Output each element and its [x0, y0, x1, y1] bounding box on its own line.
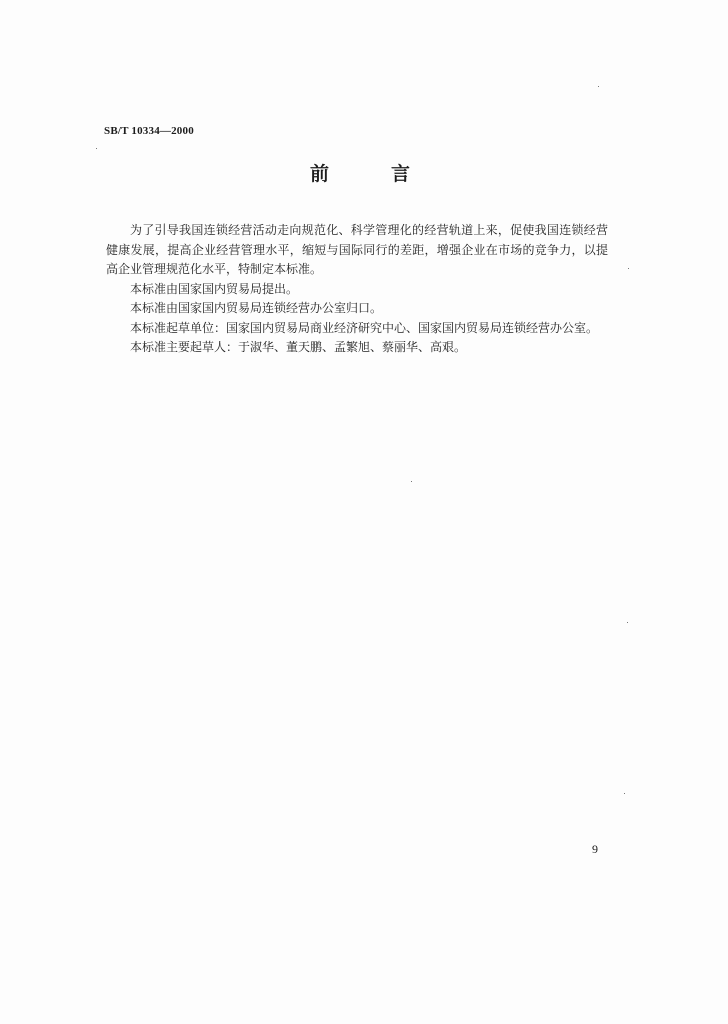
scan-speck	[96, 148, 97, 149]
scan-speck	[624, 793, 625, 794]
scan-speck	[627, 622, 628, 623]
standard-code: SB/T 10334—2000	[104, 125, 194, 137]
scan-speck	[411, 481, 412, 482]
scan-speck	[628, 268, 629, 269]
scan-speck	[598, 86, 599, 87]
paragraph-proposer: 本标准由国家国内贸易局提出。	[130, 281, 299, 296]
paragraph-responsible: 本标准由国家国内贸易局连锁经营办公室归口。	[130, 301, 383, 315]
foreword-body	[106, 221, 608, 358]
paragraph-drafters: 本标准主要起草人：于淑华、董天鹏、孟繁旭、蔡丽华、高艰。	[130, 340, 467, 354]
page-title	[310, 159, 410, 186]
title-char-2: 言	[390, 163, 410, 185]
paragraph-purpose: 为了引导我国连锁经营活动走向规范化、科学管理化的经营轨道上来，促使我国连锁经营健康发展，提高企业经营管理水平，缩短与国际同行的差距，增强企业在市场的竞争力，以提高企业管理规范化水平，特制定本标准。	[106, 223, 608, 276]
title-char-1: 前	[310, 163, 330, 185]
paragraph-drafting-units: 本标准起草单位：国家国内贸易局商业经济研究中心、国家国内贸易局连锁经营办公室。	[130, 320, 599, 335]
page-number: 9	[592, 842, 598, 856]
